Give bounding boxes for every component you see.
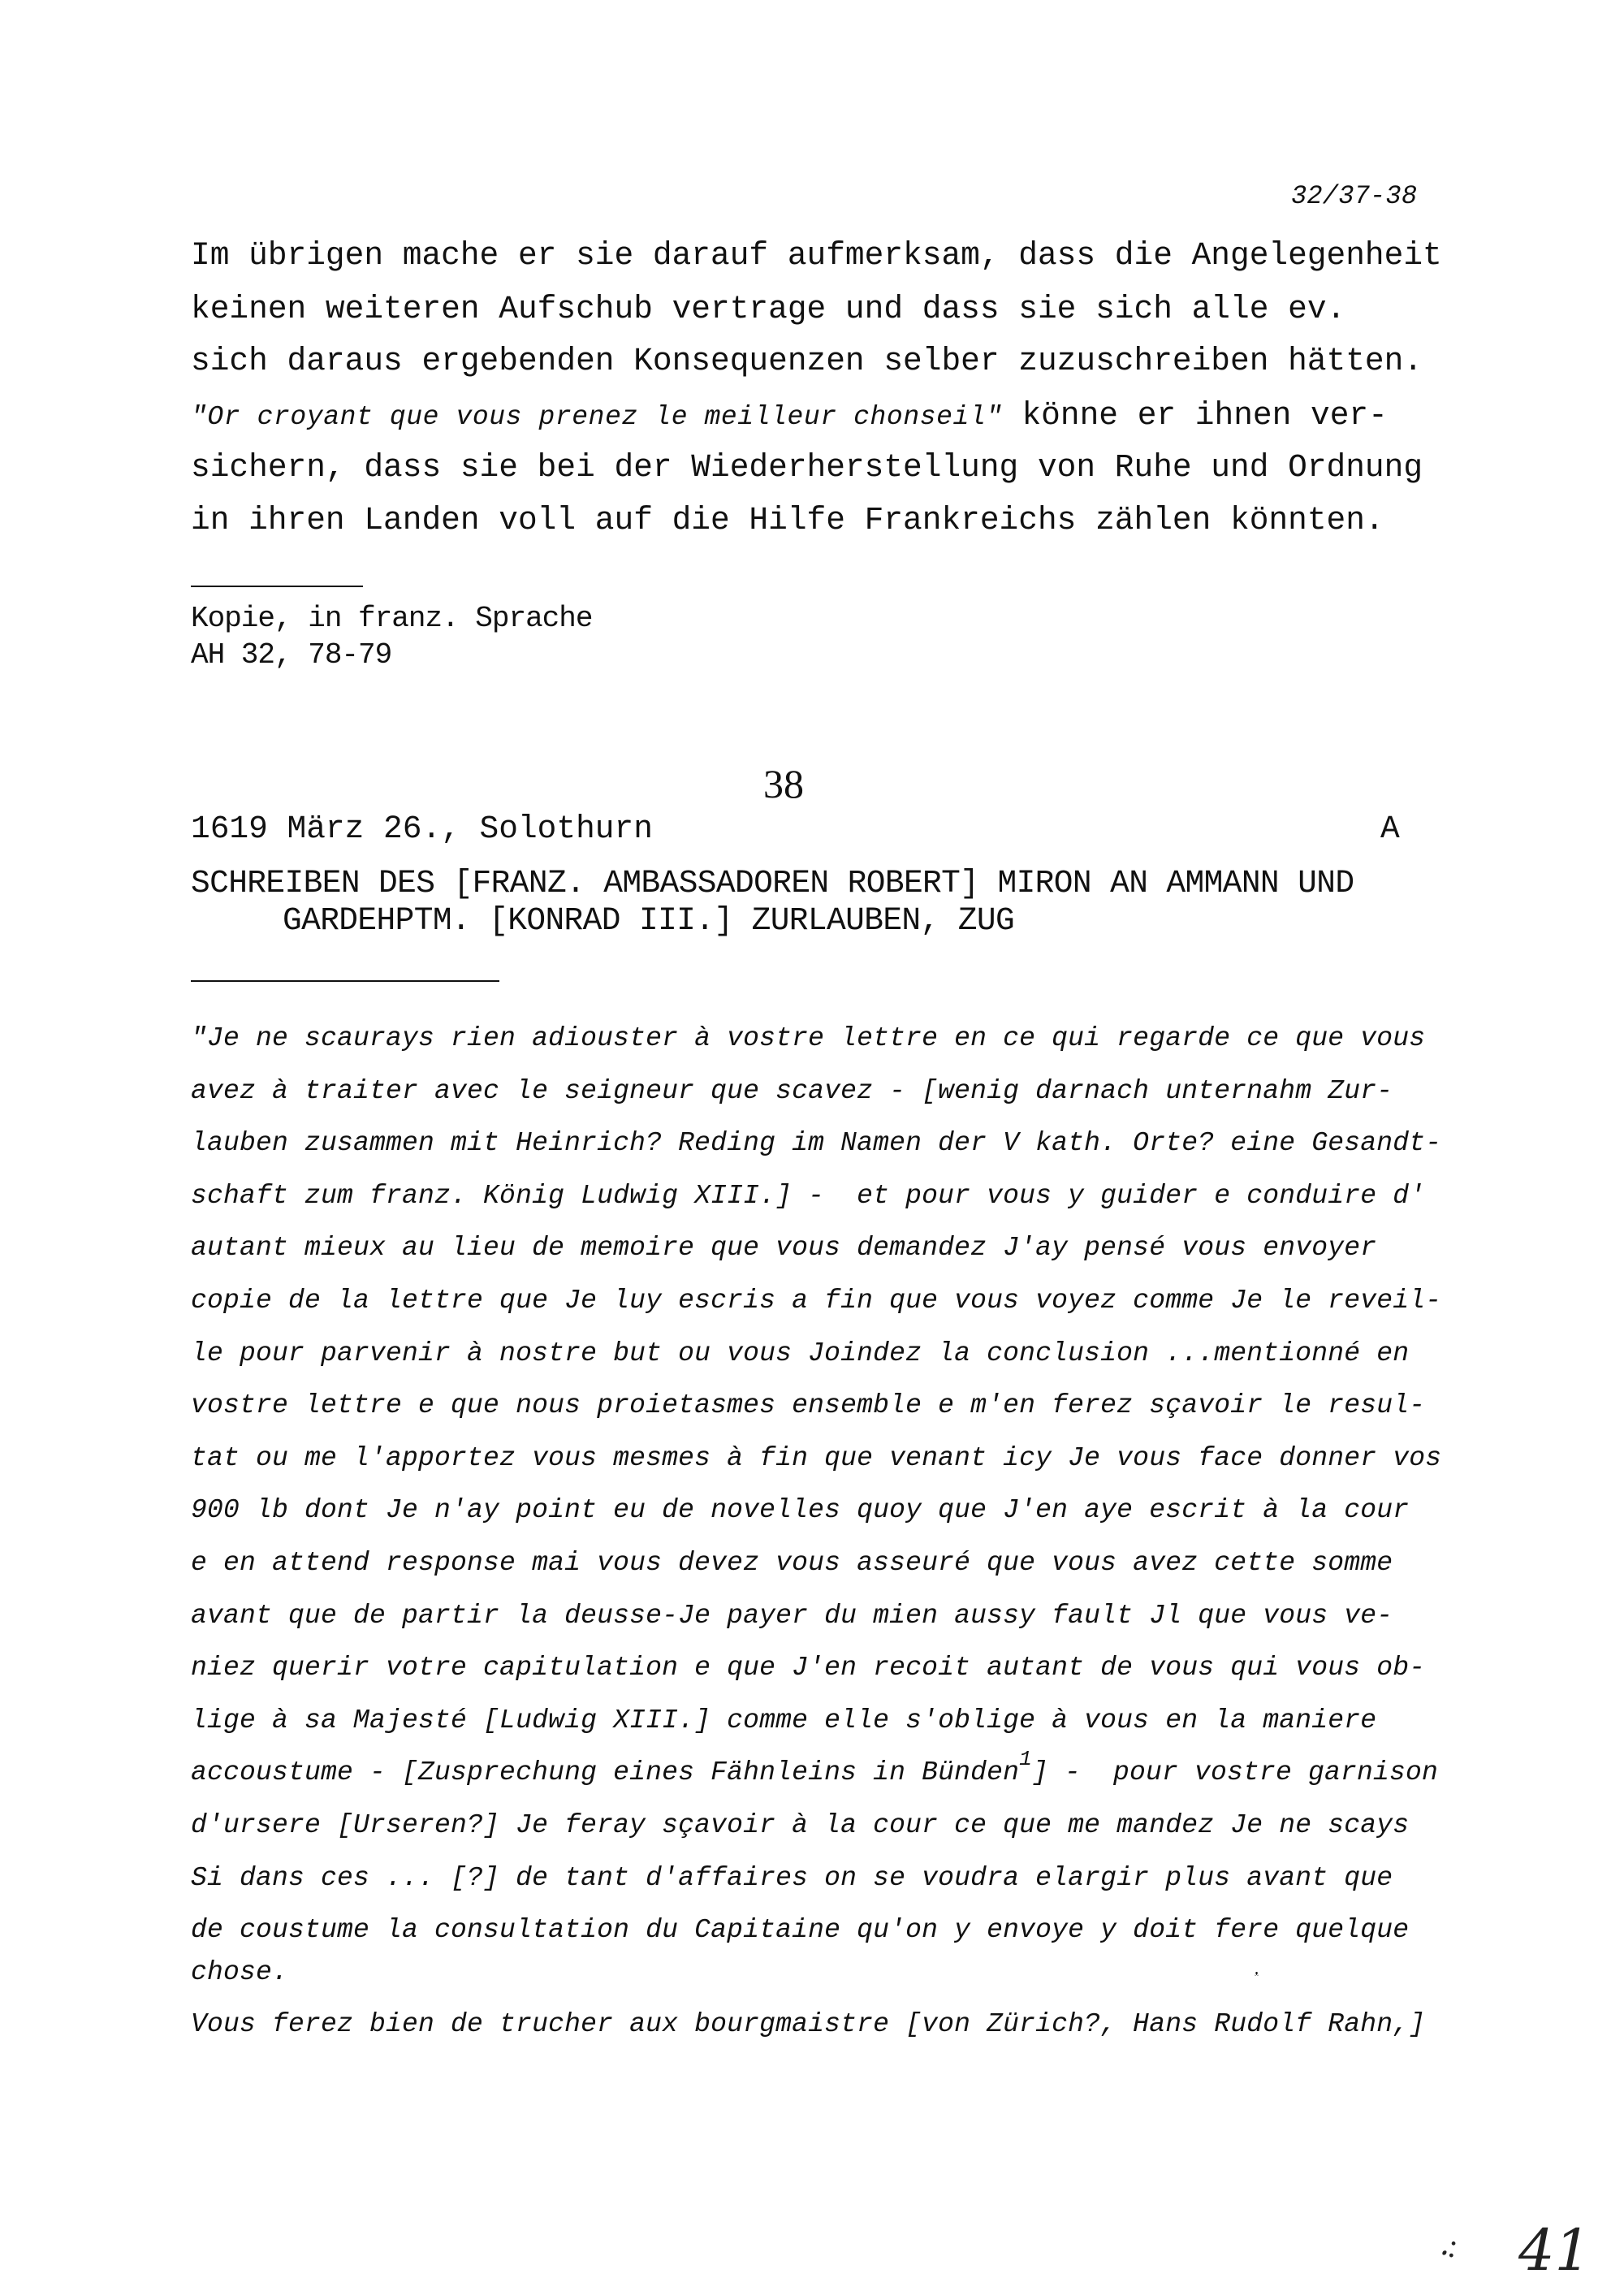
text-line: Im übrigen mache er sie darauf aufmerksam, dass die Angelegenheit: [191, 237, 1442, 274]
letter-line: d'ursere [Urseren?] Je feray sçavoir à la cour ce que me mandez Je ne scays: [191, 1810, 1410, 1840]
source-note-line: AH 32, 78-79: [191, 638, 392, 672]
letter-line: chose.: [191, 1957, 289, 1987]
separator-rule: [191, 586, 363, 587]
date-place: 1619 März 26., Solothurn: [191, 810, 653, 847]
footnote-marker: 1: [1019, 1747, 1032, 1772]
text-line: keinen weiteren Aufschub vertrage und dass sie sich alle ev.: [191, 291, 1346, 327]
letter-line: vostre lettre e que nous proietasmes ensemble e m'en ferez sçavoir le resul-: [191, 1390, 1426, 1421]
document-title-line: SCHREIBEN DES [FRANZ. AMBASSADOREN ROBERT] MIRON AN AMMANN UND: [191, 865, 1354, 901]
handwritten-page-number: 41: [1518, 2217, 1592, 2284]
letter-line: Vous ferez bien de trucher aux bourgmaistre [von Zürich?, Hans Rudolf Rahn,]: [191, 2009, 1426, 2039]
letter-line: Si dans ces ... [?] de tant d'affaires on se voudra elargir plus avant que: [191, 1862, 1393, 1893]
letter-line: [191, 1747, 1439, 1788]
ink-mark: ᵜ: [1255, 1969, 1259, 1982]
type-code: A: [1380, 810, 1400, 847]
separator-rule: [191, 980, 499, 982]
letter-line: e en attend response mai vous devez vous asseuré que vous avez cette somme: [191, 1548, 1393, 1578]
letter-line: lige à sa Majesté [Ludwig XIII.] comme elle s'oblige à vous en la maniere: [191, 1705, 1377, 1736]
source-note-line: Kopie, in franz. Sprache: [191, 602, 593, 635]
letter-line: schaft zum franz. König Ludwig XIII.] - et pour vous y guider e conduire d': [191, 1180, 1426, 1211]
letter-line: avant que de partir la deusse-Je payer du mien aussy fault Jl que vous ve-: [191, 1600, 1393, 1631]
text-line: sich daraus ergebenden Konsequenzen selber zuzuschreiben hätten.: [191, 343, 1423, 379]
letter-line: de coustume la consultation du Capitaine qu'on y envoye y doit fere quelque: [191, 1915, 1410, 1946]
letter-line: 900 lb dont Je n'ay point eu de novelles quoy que J'en aye escrit à la cour: [191, 1495, 1410, 1526]
french-quote: "Or croyant que vous prenez le meilleur chonseil": [191, 402, 1003, 432]
letter-line: avez à traiter avec le seigneur que scavez - [wenig darnach unternahm Zur-: [191, 1075, 1393, 1106]
page-reference: 32/37-38: [1291, 181, 1418, 211]
text-line: sichern, dass sie bei der Wiederherstellung von Ruhe und Ordnung: [191, 449, 1423, 486]
text-line-rest: könne er ihnen ver-: [1002, 397, 1388, 434]
text-line: [191, 397, 1388, 434]
letter-line: lauben zusammen mit Heinrich? Reding im Namen der V kath. Orte? eine Gesandt-: [191, 1128, 1442, 1159]
letter-line-text: ] - pour vostre garnison: [1031, 1757, 1439, 1788]
letter-line: niez querir votre capitulation e que J'en recoit autant de vous qui vous ob-: [191, 1653, 1426, 1684]
letter-line: "Je ne scaurays rien adiouster à vostre lettre en ce qui regarde ce que vous: [191, 1023, 1426, 1053]
letter-line: autant mieux au lieu de memoire que vous demandez J'ay pensé vous envoyer: [191, 1233, 1377, 1264]
document-number: 38: [763, 761, 804, 806]
document-title-line: GARDEHPTM. [KONRAD III.] ZURLAUBEN, ZUG: [283, 902, 1015, 939]
letter-line: copie de la lettre que Je luy escris a fin que vous voyez comme Je le reveil-: [191, 1286, 1442, 1316]
letter-line-text: accoustume - [Zusprechung eines Fähnleins in Bünden: [191, 1757, 1020, 1788]
handwritten-marks: ⸱˸: [1437, 2235, 1458, 2272]
letter-line: tat ou me l'apportez vous mesmes à fin que venant icy Je vous face donner vos: [191, 1442, 1442, 1473]
letter-line: le pour parvenir à nostre but ou vous Joindez la conclusion ...mentionné en: [191, 1338, 1410, 1368]
text-line: in ihren Landen voll auf die Hilfe Frankreichs zählen könnten.: [191, 502, 1384, 538]
